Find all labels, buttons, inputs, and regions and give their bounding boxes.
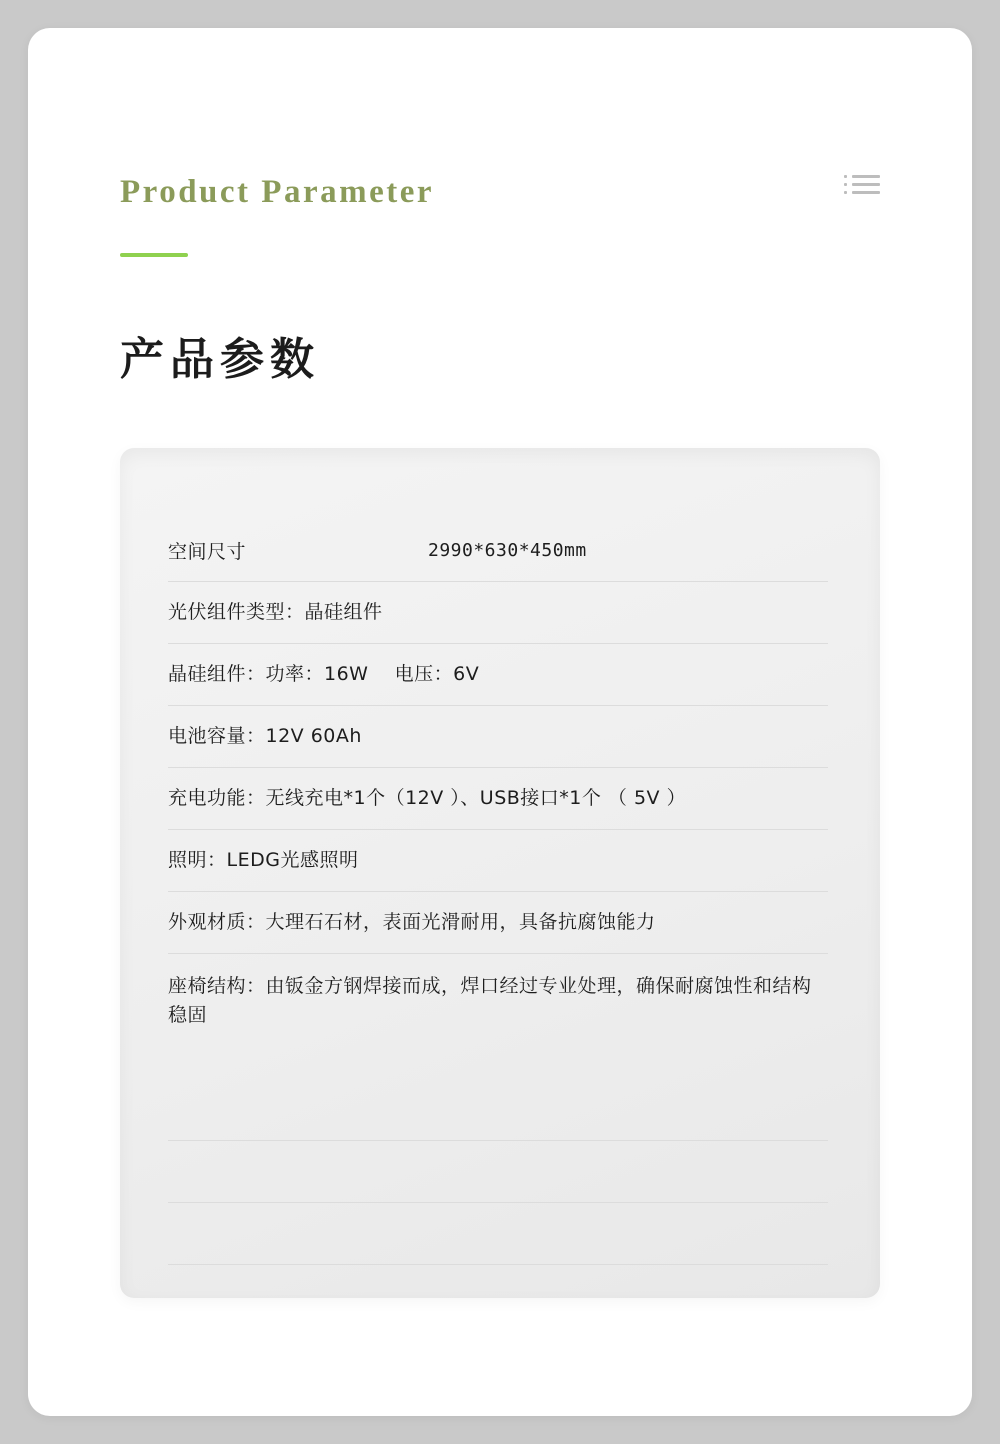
table-row <box>168 1203 828 1265</box>
accent-divider <box>120 253 188 257</box>
spec-panel <box>120 448 880 1298</box>
table-row <box>168 830 828 892</box>
menu-dot-2 <box>844 183 847 186</box>
spec-value: 2990*630*450mm <box>428 540 587 561</box>
table-row <box>168 1141 828 1203</box>
spec-text: 照明：LEDG光感照明 <box>168 849 359 872</box>
list-menu-icon[interactable] <box>844 170 880 200</box>
spec-label: 空间尺寸 <box>168 541 247 563</box>
table-row <box>168 644 828 706</box>
menu-dot-1 <box>844 175 847 178</box>
menu-bar-2 <box>852 183 880 186</box>
table-row <box>168 892 828 954</box>
spec-table <box>168 520 828 1265</box>
spec-text: 座椅结构：由钣金方钢焊接而成，焊口经过专业处理，确保耐腐蚀性和结构稳固 <box>168 975 812 1026</box>
table-row <box>168 520 828 582</box>
table-row <box>168 582 828 644</box>
spec-text: 电池容量：12V 60Ah <box>168 725 362 748</box>
page-title-chinese: 产品参数 <box>120 334 320 385</box>
spec-text: 外观材质：大理石石材，表面光滑耐用，具备抗腐蚀能力 <box>168 911 656 934</box>
spec-text: 充电功能：无线充电*1个（12V ）、USB接口*1个 （ 5V ） <box>168 787 687 810</box>
spec-text: 光伏组件类型：晶硅组件 <box>168 601 383 624</box>
document-page <box>28 28 972 1416</box>
spec-text: 晶硅组件：功率：16W 电压：6V <box>168 663 480 686</box>
menu-dot-3 <box>844 191 847 194</box>
table-row <box>168 954 828 1079</box>
page-title-english: Product Parameter <box>120 174 435 210</box>
header <box>120 148 880 228</box>
table-row <box>168 768 828 830</box>
table-row <box>168 1079 828 1141</box>
menu-bar-1 <box>852 175 880 178</box>
menu-bar-3 <box>852 191 880 194</box>
table-row <box>168 706 828 768</box>
